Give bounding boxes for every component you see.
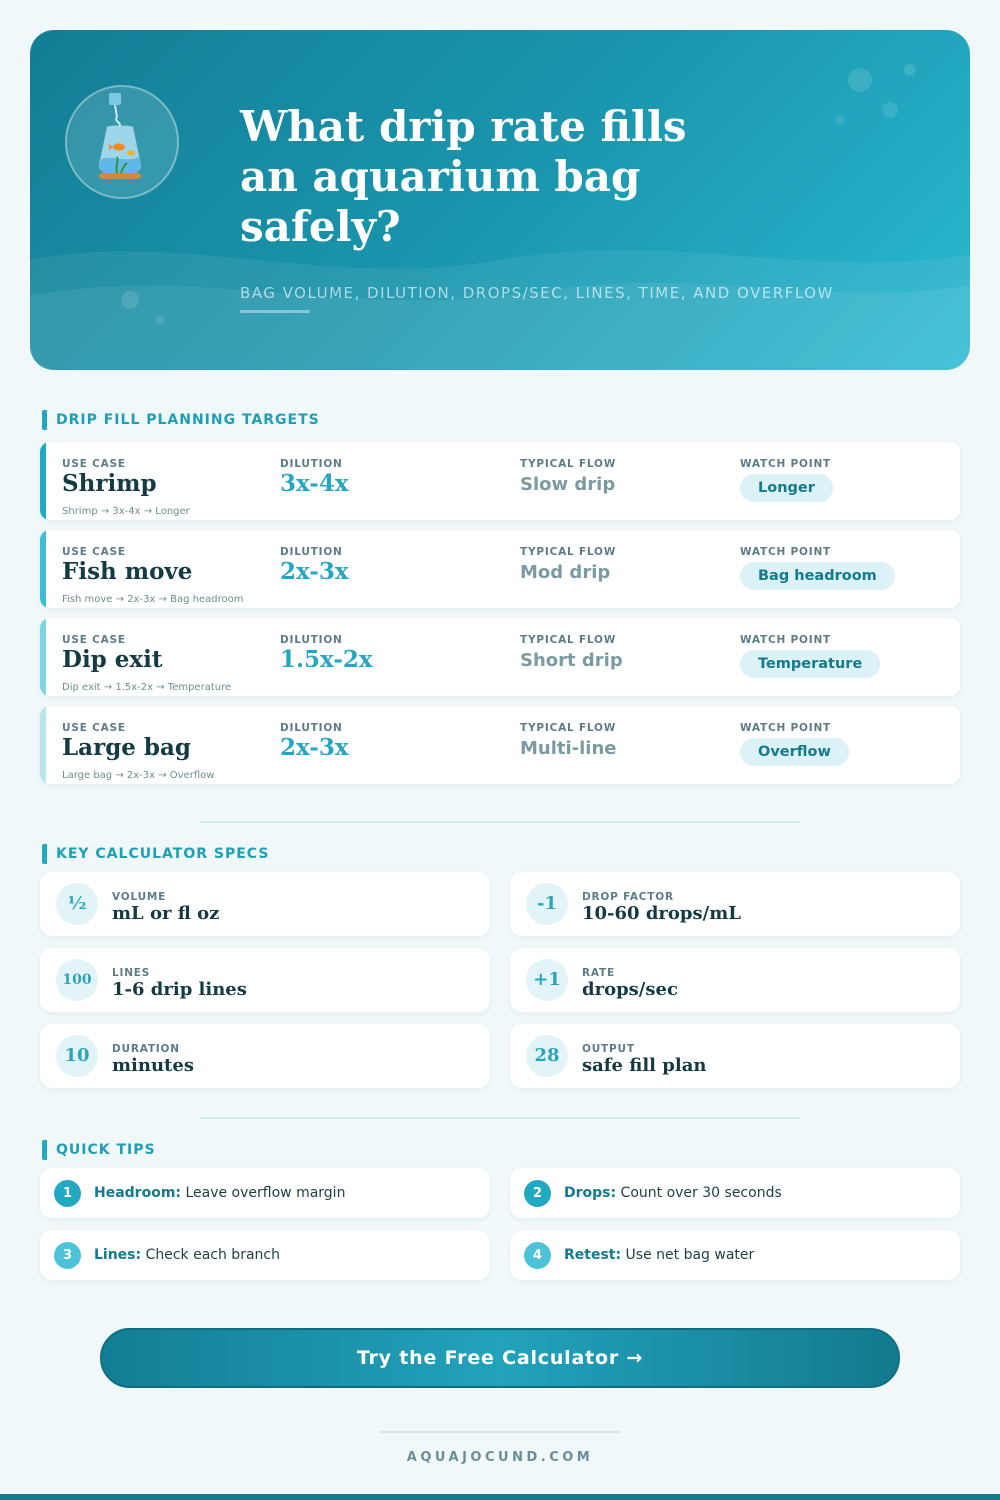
- spec-badge: 10: [56, 1035, 98, 1077]
- spec-card-drop-factor: [510, 872, 960, 936]
- spec-badge: ½: [56, 883, 98, 925]
- tip-card: [510, 1168, 960, 1218]
- spec-value: mL or fl oz: [112, 903, 220, 924]
- column-label-use-case: USE CASE: [62, 722, 126, 734]
- spec-card-lines: [40, 948, 490, 1012]
- dilution-value: 1.5x-2x: [280, 646, 373, 673]
- try-calculator-button[interactable]: Try the Free Calculator →: [100, 1328, 900, 1388]
- column-label-use-case: USE CASE: [62, 634, 126, 646]
- column-label-dilution: DILUTION: [280, 634, 343, 646]
- tip-description: Use net bag water: [621, 1247, 755, 1263]
- spec-card-volume: [40, 872, 490, 936]
- spec-card-duration: [40, 1024, 490, 1088]
- column-label-watch: WATCH POINT: [740, 722, 832, 734]
- spec-badge: 100: [56, 959, 98, 1001]
- page-title: What drip rate fills an aquarium bag safely?: [240, 102, 687, 251]
- spec-badge: -1: [526, 883, 568, 925]
- tip-description: Check each branch: [141, 1247, 280, 1263]
- spec-value: minutes: [112, 1055, 194, 1076]
- dilution-value: 2x-3x: [280, 734, 349, 761]
- dilution-value: 2x-3x: [280, 558, 349, 585]
- spec-card-output: [510, 1024, 960, 1088]
- tip-card: [40, 1168, 490, 1218]
- spec-value: 1-6 drip lines: [112, 979, 247, 1000]
- footer-divider: [380, 1431, 620, 1433]
- spec-label: DURATION: [112, 1043, 180, 1055]
- tip-text: [564, 1185, 782, 1201]
- page-subtitle: BAG VOLUME, DILUTION, DROPS/SEC, LINES, TIME, AND OVERFLOW: [240, 284, 834, 302]
- column-label-flow: TYPICAL FLOW: [520, 458, 617, 470]
- row-accent-bar: [40, 618, 46, 696]
- row-summary: Large bag → 2x-3x → Overflow: [62, 770, 215, 781]
- target-row: [40, 618, 960, 696]
- tip-text: [564, 1247, 754, 1263]
- column-label-flow: TYPICAL FLOW: [520, 546, 617, 558]
- spec-card-rate: [510, 948, 960, 1012]
- use-case-name: Fish move: [62, 558, 193, 585]
- column-label-dilution: DILUTION: [280, 546, 343, 558]
- row-accent-bar: [40, 530, 46, 608]
- section-title-tips: QUICK TIPS: [42, 1140, 156, 1160]
- typical-flow: Slow drip: [520, 474, 616, 495]
- hero-banner: [30, 30, 970, 370]
- column-label-use-case: USE CASE: [62, 546, 126, 558]
- tip-description: Leave overflow margin: [181, 1185, 346, 1201]
- spec-label: LINES: [112, 967, 151, 979]
- section-divider: [200, 1117, 800, 1119]
- typical-flow: Mod drip: [520, 562, 611, 583]
- tip-keyword: Drops:: [564, 1185, 617, 1201]
- spec-label: RATE: [582, 967, 615, 979]
- section-title-targets: DRIP FILL PLANNING TARGETS: [42, 410, 320, 430]
- spec-value: safe fill plan: [582, 1055, 707, 1076]
- row-summary: Shrimp → 3x-4x → Longer: [62, 506, 190, 517]
- tip-card: [40, 1230, 490, 1280]
- section-divider: [200, 821, 800, 823]
- tip-keyword: Headroom:: [94, 1185, 182, 1201]
- section-title-specs: KEY CALCULATOR SPECS: [42, 844, 269, 864]
- fish-bag-icon: [65, 85, 179, 199]
- subtitle-underline: [240, 310, 310, 313]
- tip-number: 2: [524, 1180, 551, 1207]
- use-case-name: Large bag: [62, 734, 191, 761]
- column-label-flow: TYPICAL FLOW: [520, 722, 617, 734]
- typical-flow: Short drip: [520, 650, 623, 671]
- row-summary: Fish move → 2x-3x → Bag headroom: [62, 594, 244, 605]
- row-accent-bar: [40, 442, 46, 520]
- watch-point-badge: Temperature: [740, 650, 880, 678]
- column-label-watch: WATCH POINT: [740, 458, 832, 470]
- dilution-value: 3x-4x: [280, 470, 349, 497]
- spec-value: 10-60 drops/mL: [582, 903, 741, 924]
- spec-badge: +1: [526, 959, 568, 1001]
- spec-value: drops/sec: [582, 979, 678, 1000]
- tip-number: 1: [54, 1180, 81, 1207]
- tip-description: Count over 30 seconds: [616, 1185, 782, 1201]
- typical-flow: Multi-line: [520, 738, 617, 759]
- column-label-flow: TYPICAL FLOW: [520, 634, 617, 646]
- watch-point-badge: Bag headroom: [740, 562, 895, 590]
- tip-number: 3: [54, 1242, 81, 1269]
- tip-number: 4: [524, 1242, 551, 1269]
- target-row: [40, 442, 960, 520]
- spec-badge: 28: [526, 1035, 568, 1077]
- tip-card: [510, 1230, 960, 1280]
- watch-point-badge: Longer: [740, 474, 833, 502]
- tip-text: [94, 1185, 345, 1201]
- column-label-dilution: DILUTION: [280, 458, 343, 470]
- spec-label: VOLUME: [112, 891, 167, 903]
- column-label-watch: WATCH POINT: [740, 546, 832, 558]
- target-row: [40, 530, 960, 608]
- tip-keyword: Lines:: [94, 1247, 142, 1263]
- row-accent-bar: [40, 706, 46, 784]
- footer-site[interactable]: AQUAJOCUND.COM: [406, 1450, 594, 1465]
- spec-label: OUTPUT: [582, 1043, 635, 1055]
- bottom-accent-bar: [0, 1494, 1000, 1500]
- column-label-use-case: USE CASE: [62, 458, 126, 470]
- target-row: [40, 706, 960, 784]
- row-summary: Dip exit → 1.5x-2x → Temperature: [62, 682, 232, 693]
- column-label-dilution: DILUTION: [280, 722, 343, 734]
- use-case-name: Dip exit: [62, 646, 163, 673]
- column-label-watch: WATCH POINT: [740, 634, 832, 646]
- tip-keyword: Retest:: [564, 1247, 622, 1263]
- watch-point-badge: Overflow: [740, 738, 849, 766]
- tip-text: [94, 1247, 280, 1263]
- use-case-name: Shrimp: [62, 470, 157, 497]
- spec-label: DROP FACTOR: [582, 891, 674, 903]
